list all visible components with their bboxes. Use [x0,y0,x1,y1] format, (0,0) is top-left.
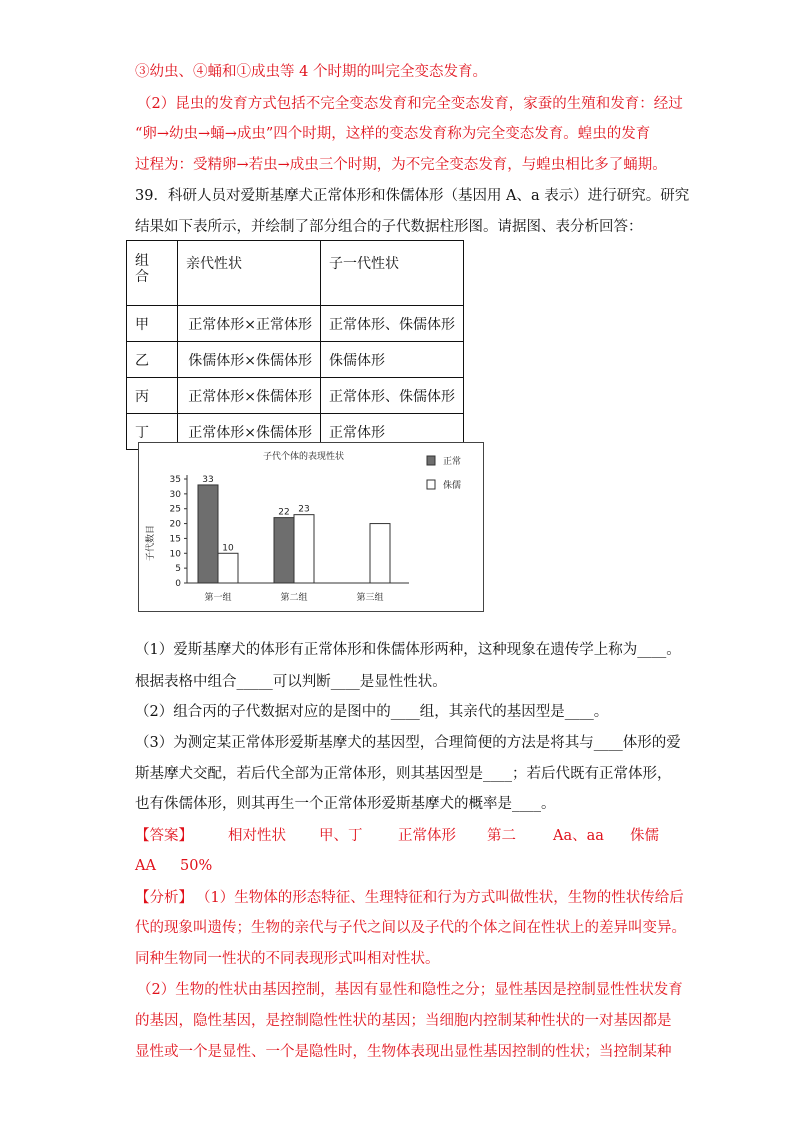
answer-item-6: 侏儒 [630,828,659,844]
table-cell-offspring: 正常体形、侏儒体形 [321,378,464,414]
table-cell-offspring: 正常体形、侏儒体形 [321,306,464,342]
subquestion-line-2: 根据表格中组合_____可以判断____是显性性状。 [135,674,447,690]
table-cell-parent: 侏儒体形×侏儒体形 [178,342,321,378]
legend-label: 侏儒 [443,481,462,491]
bar-侏儒 [370,524,390,583]
analysis-label: 【分析】 [135,890,193,906]
y-tick-label: 35 [169,475,181,485]
table-cell-parent: 正常体形×侏儒体形 [178,378,321,414]
bar-侏儒 [294,515,314,583]
table-header-parent: 亲代性状 [178,241,321,306]
y-tick-label: 15 [169,534,181,545]
intro-line-1: ③幼虫、④蛹和①成虫等 4 个时期的叫完全变态发育。 [135,64,487,80]
table-row [127,306,464,342]
analysis-line-4: （2）生物的性状由基因控制，基因有显性和隐性之分；显性基因是控制显性性状发育 [137,982,683,998]
table-row [127,342,464,378]
analysis-line-1: （1）生物体的形态特征、生理特征和行为方式叫做性状，生物的性状传给后 [196,890,684,906]
subquestion-line-6: 也有侏儒体形，则其再生一个正常体形爱斯基摩犬的概率是____。 [135,796,556,812]
question-line-1: 39．科研人员对爱斯基摩犬正常体形和侏儒体形（基因用 A、a 表示）进行研究。研究 [135,188,690,204]
analysis-line-5: 的基因，隐性基因，是控制隐性性状的基因；当细胞内控制某种性状的一对基因都是 [135,1013,672,1029]
x-category-label: 第二组 [280,593,308,603]
table-header-group: 组合 [127,241,178,306]
answer-label: 【答案】 [135,828,193,844]
bar-data-label: 33 [202,474,214,485]
table-row [127,378,464,414]
bar-侏儒 [218,553,238,583]
intro-line-2: （2）昆虫的发育方式包括不完全变态发育和完全变态发育，家蚕的生殖和发育：经过 [137,96,683,112]
analysis-line-6: 显性或一个是显性、一个是隐性时，生物体表现出显性基因控制的性状；当控制某种 [135,1044,672,1060]
y-tick-label: 25 [169,504,181,515]
table-cell-offspring: 侏儒体形 [321,342,464,378]
bar-正常 [198,485,218,583]
legend-label: 正常 [443,457,462,467]
table-cell-offspring: 正常体形 [321,414,464,450]
intro-line-3: “卵→幼虫→蛹→成虫”四个时期，这样的变态发育称为完全变态发育。蝗虫的发育 [135,126,651,142]
bar-正常 [274,518,294,583]
bar-data-label: 22 [278,507,290,518]
x-category-label: 第三组 [356,593,384,603]
table-cell-group: 甲 [127,306,178,342]
analysis-line-2: 代的现象叫遗传；生物的亲代与子代之间以及子代的个体之间在性状上的差异叫变异。 [135,920,686,936]
x-category-label: 第一组 [204,593,232,603]
answer-item-3: 正常体形 [398,828,456,844]
subquestion-line-3: （2）组合丙的子代数据对应的是图中的____组，其亲代的基因型是____。 [135,704,609,720]
answer-item-4: 第二 [487,828,516,844]
table-header-offspring: 子一代性状 [321,241,464,306]
table-cell-parent: 正常体形×正常体形 [178,306,321,342]
subquestion-line-1: （1）爱斯基摩犬的体形有正常体形和侏儒体形两种，这种现象在遗传学上称为____。 [135,642,681,658]
chart-title: 子代个体的表现性状 [263,452,345,462]
legend-swatch [427,456,435,465]
answer-item-8: 50% [180,858,213,874]
analysis-line-3: 同种生物同一性状的不同表现形式叫相对性状。 [135,951,440,967]
question-line-2: 结果如下表所示，并绘制了部分组合的子代数据柱形图。请据图、表分析回答： [135,219,643,235]
subquestion-line-4: （3）为测定某正常体形爱斯基摩犬的基因型，合理简便的方法是将其与____体形的爱 [135,735,681,751]
table-cell-group: 丁 [127,414,178,450]
table-cell-parent: 正常体形×侏儒体形 [178,414,321,450]
bar-data-label: 10 [222,543,234,554]
answer-item-5: Aa、aa [553,828,604,844]
answer-item-7: AA [135,858,156,874]
table-header-row [127,241,464,306]
answer-item-2: 甲、丁 [319,828,363,844]
chart-y-axis-label: 子代数目 [146,524,156,562]
chart-svg [139,443,483,611]
y-tick-label: 20 [169,519,181,530]
table-cell-group: 乙 [127,342,178,378]
table-cell-group: 丙 [127,378,178,414]
answer-item-1: 相对性状 [228,828,286,844]
y-tick-label: 10 [169,549,181,560]
offspring-bar-chart [138,442,484,612]
legend-swatch [427,480,435,489]
intro-line-4: 过程为：受精卵→若虫→成虫三个时期，为不完全变态发育，与蝗虫相比多了蛹期。 [135,157,667,173]
genetics-table [126,240,464,450]
y-tick-label: 0 [175,579,181,589]
subquestion-line-5: 斯基摩犬交配，若后代全部为正常体形，则其基因型是____；若后代既有正常体形， [135,766,672,782]
y-tick-label: 5 [175,564,181,575]
bar-data-label: 23 [298,504,310,515]
y-tick-label: 30 [169,489,181,500]
